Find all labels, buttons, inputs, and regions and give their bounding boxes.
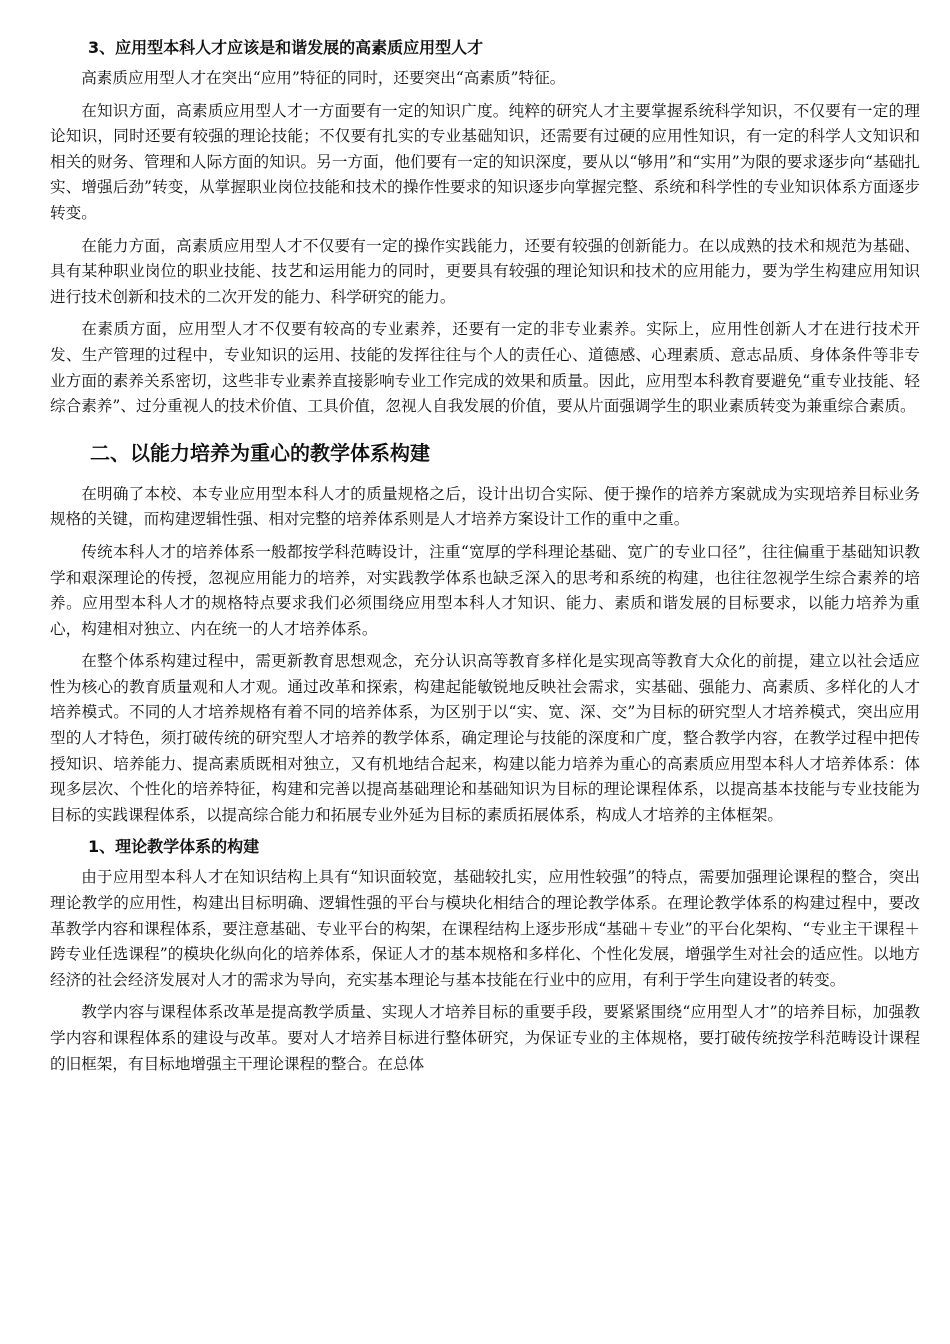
paragraph-6: 传统本科人才的培养体系一般都按学科范畴设计，注重“宽厚的学科理论基础、宽广的专业口径”，往往偏重于基础知识教学和艰深理论的传授，忽视应用能力的培养，对实践教学体系也缺乏深入的思考和系统的构建，也往往忽视学生综合素养的培养。应用型本科人才的规格特点要求我们必须围绕应用型本科人才知识、能力、素质和谐发展的目标要求，以能力培养为重心，构建相对独立、内在统一的人才培养体系。 (50, 542, 920, 638)
section-heading-2: 二、以能力培养为重心的教学体系构建 (90, 440, 430, 465)
paragraph-4: 在素质方面，应用型人才不仅要有较高的专业素养，还要有一定的非专业素养。实际上，应用性创新人才在进行技术开发、生产管理的过程中，专业知识的运用、技能的发挥往往与个人的责任心、道德感、心理素质、意志品质、身体条件等非专业方面的素养关系密切，这些非专业素养直接影响专业工作完成的效果和质量。因此，应用型本科教育要避免“重专业技能、轻综合素养”、过分重视人的技术价值、工具价值，忽视人自我发展的价值，要从片面强调学生的职业素质转变为兼重综合素质。 (50, 320, 920, 416)
paragraph-1: 高素质应用型人才在突出“应用”特征的同时，还要突出“高素质”特征。 (81, 69, 566, 87)
paragraph-5: 在明确了本校、本专业应用型本科人才的质量规格之后，设计出切合实际、便于操作的培养方案就成为实现培养目标业务规格的关键，而构建逻辑性强、相对完整的培养体系则是人才培养方案设计工作的重中之重。 (50, 484, 920, 529)
paragraph-2: 在知识方面，高素质应用型人才一方面要有一定的知识广度。纯粹的研究人才主要掌握系统科学知识，不仅要有一定的理论知识，同时还要有较强的理论技能；不仅要有扎实的专业基础知识，还需要有过硬的应用性知识，有一定的科学人文知识和相关的财务、管理和人际方面的知识。另一方面，他们要有一定的知识深度，要从以“够用”和“实用”为限的要求逐步向“基础扎实、增强后劲”转变，从掌握职业岗位技能和技术的操作性要求的知识逐步向掌握完整、系统和科学性的专业知识体系方面逐步转变。 (50, 101, 920, 222)
paragraph-7: 在整个体系构建过程中，需更新教育思想观念，充分认识高等教育多样化是实现高等教育大众化的前提，建立以社会适应性为核心的教育质量观和人才观。通过改革和探索，构建起能敏锐地反映社会需求，实基础、强能力、高素质、多样化的人才培养模式。不同的人才培养规格有着不同的培养体系，为区别于以“实、宽、深、交”为目标的研究型人才培养模式，突出应用型的人才特色，须打破传统的研究型人才培养的教学体系，确定理论与技能的深度和广度，整合教学内容，在教学过程中把传授知识、培养能力、提高素质既相对独立，又有机地结合起来，构建以能力培养为重心的高素质应用型本科人才培养体系：体现多层次、个性化的培养特征，构建和完善以提高基础理论和基础知识为目标的理论课程体系，以提高基本技能与专业技能为目标的实践课程体系，以提高综合能力和拓展专业外延为目标的素质拓展体系，构成人才培养的主体框架。 (50, 652, 920, 824)
subsection-heading-1: 1、理论教学体系的构建 (88, 837, 260, 857)
subsection-heading-3: 3、应用型本科人才应该是和谐发展的高素质应用型人才 (88, 38, 484, 57)
document-page (50, 30, 920, 1084)
paragraph-3: 在能力方面，高素质应用型人才不仅要有一定的操作实践能力，还要有较强的创新能力。在以成熟的技术和规范为基础、具有某种职业岗位的职业技能、技艺和运用能力的同时，更要具有较强的理论知识和技术的应用能力，要为学生构建应用知识进行技术创新和技术的二次开发的能力、科学研究的能力。 (50, 236, 920, 306)
paragraph-9: 教学内容与课程体系改革是提高教学质量、实现人才培养目标的重要手段，要紧紧围绕“应用型人才”的培养目标，加强教学内容和课程体系的建设与改革。要对人才培养目标进行整体研究，为保证专业的主体规格，要打破传统按学科范畴设计课程的旧框架，有目标地增强主干理论课程的整合。在总体 (50, 1003, 920, 1073)
paragraph-8: 由于应用型本科人才在知识结构上具有“知识面较宽，基础较扎实，应用性较强”的特点，需要加强理论课程的整合，突出理论教学的应用性，构建出目标明确、逻辑性强的平台与模块化相结合的理论教学体系。在理论教学体系的构建过程中，要改革教学内容和课程体系，要注意基础、专业平台的构架，在课程结构上逐步形成“基础＋专业”的平台化架构、“专业主干课程＋跨专业任选课程”的模块化纵向化的培养体系，保证人才的基本规格和多样化、个性化发展，增强学生对社会的适应性。以地方经济的社会经济发展对人才的需求为导向，充实基本理论与基本技能在行业中的应用，有利于学生向建设者的转变。 (50, 868, 920, 989)
